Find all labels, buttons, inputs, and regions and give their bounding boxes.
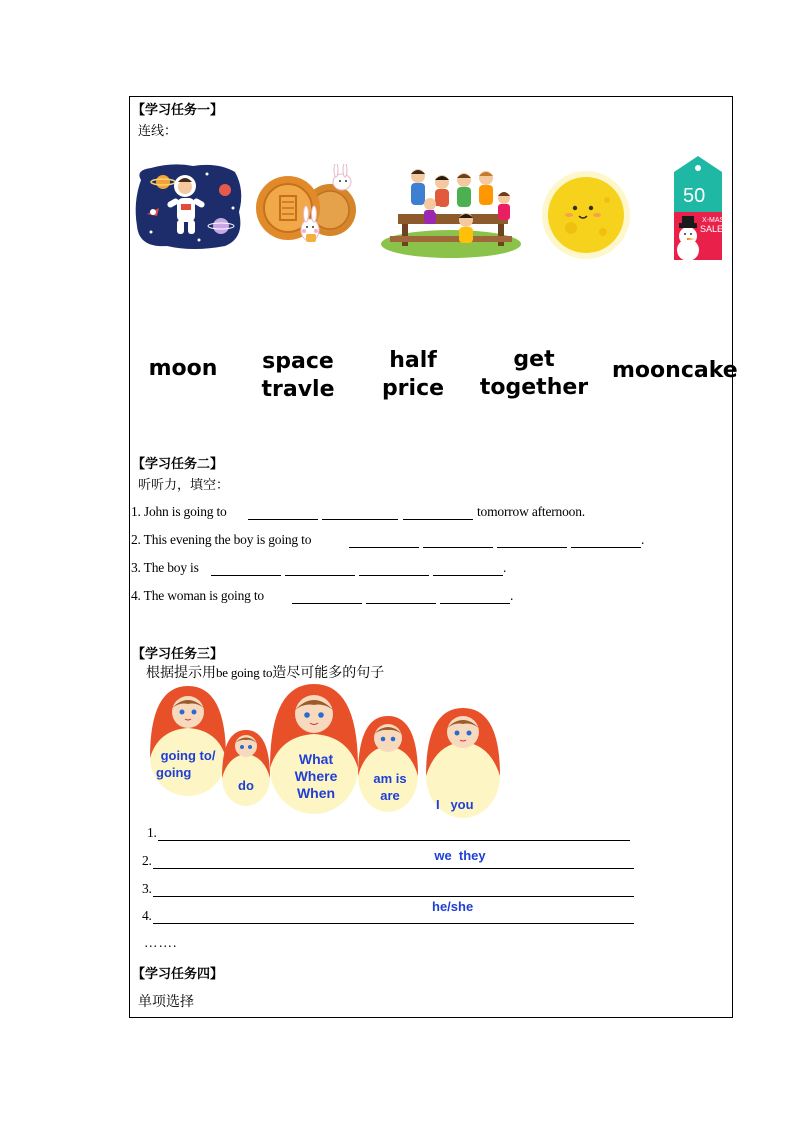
mooncake-rabbit-icon[interactable] bbox=[252, 164, 360, 248]
word-space-travle[interactable] bbox=[252, 348, 344, 404]
answer-label-1: 1. bbox=[147, 825, 157, 840]
blank[interactable] bbox=[349, 547, 419, 548]
blank[interactable] bbox=[571, 547, 641, 548]
word-line: moon bbox=[148, 356, 218, 381]
sentence-3-post: . bbox=[503, 560, 507, 575]
answer-label-4: 4. bbox=[142, 908, 152, 923]
word-line: get bbox=[513, 347, 555, 372]
doll-3-text bbox=[280, 751, 352, 802]
answer-line-4[interactable] bbox=[153, 923, 634, 924]
blank[interactable] bbox=[322, 519, 398, 520]
instruction-en: be going to bbox=[216, 665, 273, 680]
task3-header: 【学习任务三】 bbox=[132, 647, 224, 662]
word-moon[interactable] bbox=[140, 355, 226, 383]
blank[interactable] bbox=[285, 575, 355, 576]
tag-number: 50 bbox=[683, 185, 706, 207]
sentence-1-post: tomorrow afternoon. bbox=[477, 504, 585, 519]
blank[interactable] bbox=[292, 603, 362, 604]
family-dinner-icon[interactable] bbox=[380, 164, 522, 260]
doll-text-line: he/she bbox=[432, 899, 474, 914]
doll-text-line: are bbox=[380, 788, 400, 803]
word-mooncake[interactable] bbox=[612, 357, 738, 385]
sentence-1-pre: 1. John is going to bbox=[131, 504, 227, 519]
word-line: half bbox=[389, 348, 437, 373]
doll-1-text bbox=[152, 747, 224, 781]
tag-text-2: SALE bbox=[700, 224, 724, 234]
doll-2-text bbox=[226, 777, 266, 794]
word-line: travle bbox=[261, 377, 335, 402]
answer-label-2: 2. bbox=[142, 853, 152, 868]
blank[interactable] bbox=[497, 547, 567, 548]
doll-4-text bbox=[362, 770, 418, 804]
task4-instruction: 单项选择 bbox=[138, 994, 194, 1010]
answer-line-3[interactable] bbox=[153, 896, 634, 897]
sentence-4-pre: 4. The woman is going to bbox=[131, 588, 264, 603]
instruction-suffix: 造尽可能多的句子 bbox=[272, 665, 385, 681]
doll-text-line: What bbox=[298, 751, 334, 767]
doll-text-line: I you bbox=[436, 797, 474, 812]
doll-text-line: Where bbox=[294, 768, 338, 784]
doll-text-line: going to/ bbox=[160, 748, 216, 763]
ellipsis: ……. bbox=[144, 935, 178, 950]
word-line: space bbox=[262, 349, 334, 374]
doll-5-text bbox=[428, 762, 492, 932]
task4-header: 【学习任务四】 bbox=[132, 967, 224, 982]
instruction-prefix: 根据提示用 bbox=[146, 665, 216, 681]
word-half-price[interactable] bbox=[370, 347, 456, 403]
word-line: price bbox=[381, 376, 445, 401]
blank[interactable] bbox=[211, 575, 281, 576]
blank[interactable] bbox=[423, 547, 493, 548]
blank[interactable] bbox=[433, 575, 503, 576]
sentence-2-pre: 2. This evening the boy is going to bbox=[131, 532, 312, 547]
doll-text-line: When bbox=[296, 785, 336, 801]
blank[interactable] bbox=[403, 519, 473, 520]
blank[interactable] bbox=[359, 575, 429, 576]
moon-face-icon[interactable] bbox=[541, 170, 631, 260]
task2-header: 【学习任务二】 bbox=[132, 457, 224, 472]
sentence-2-post: . bbox=[641, 532, 645, 547]
doll-text-line: do bbox=[238, 778, 254, 793]
doll-text-line: going bbox=[156, 765, 192, 780]
answer-line-2[interactable] bbox=[153, 868, 634, 869]
astronaut-space-icon[interactable] bbox=[133, 160, 245, 252]
tag-text-1: X-MAS bbox=[702, 217, 724, 224]
doll-text-line: we they bbox=[434, 848, 486, 863]
word-get-together[interactable] bbox=[478, 346, 590, 402]
answer-label-3: 3. bbox=[142, 881, 152, 896]
task3-instruction bbox=[146, 662, 384, 682]
blank[interactable] bbox=[366, 603, 436, 604]
task1-instruction: 连线： bbox=[138, 124, 178, 139]
sentence-3-pre: 3. The boy is bbox=[131, 560, 199, 575]
sentence-4-post: . bbox=[510, 588, 514, 603]
blank[interactable] bbox=[440, 603, 510, 604]
doll-text-line: am is bbox=[373, 771, 407, 786]
word-line: mooncake bbox=[612, 358, 738, 383]
word-line: together bbox=[479, 375, 589, 400]
task1-header: 【学习任务一】 bbox=[132, 103, 224, 118]
answer-line-1[interactable] bbox=[158, 840, 630, 841]
blank[interactable] bbox=[248, 519, 318, 520]
task2-instruction: 听听力，填空： bbox=[138, 478, 230, 493]
sale-tag-icon[interactable] bbox=[672, 156, 724, 262]
